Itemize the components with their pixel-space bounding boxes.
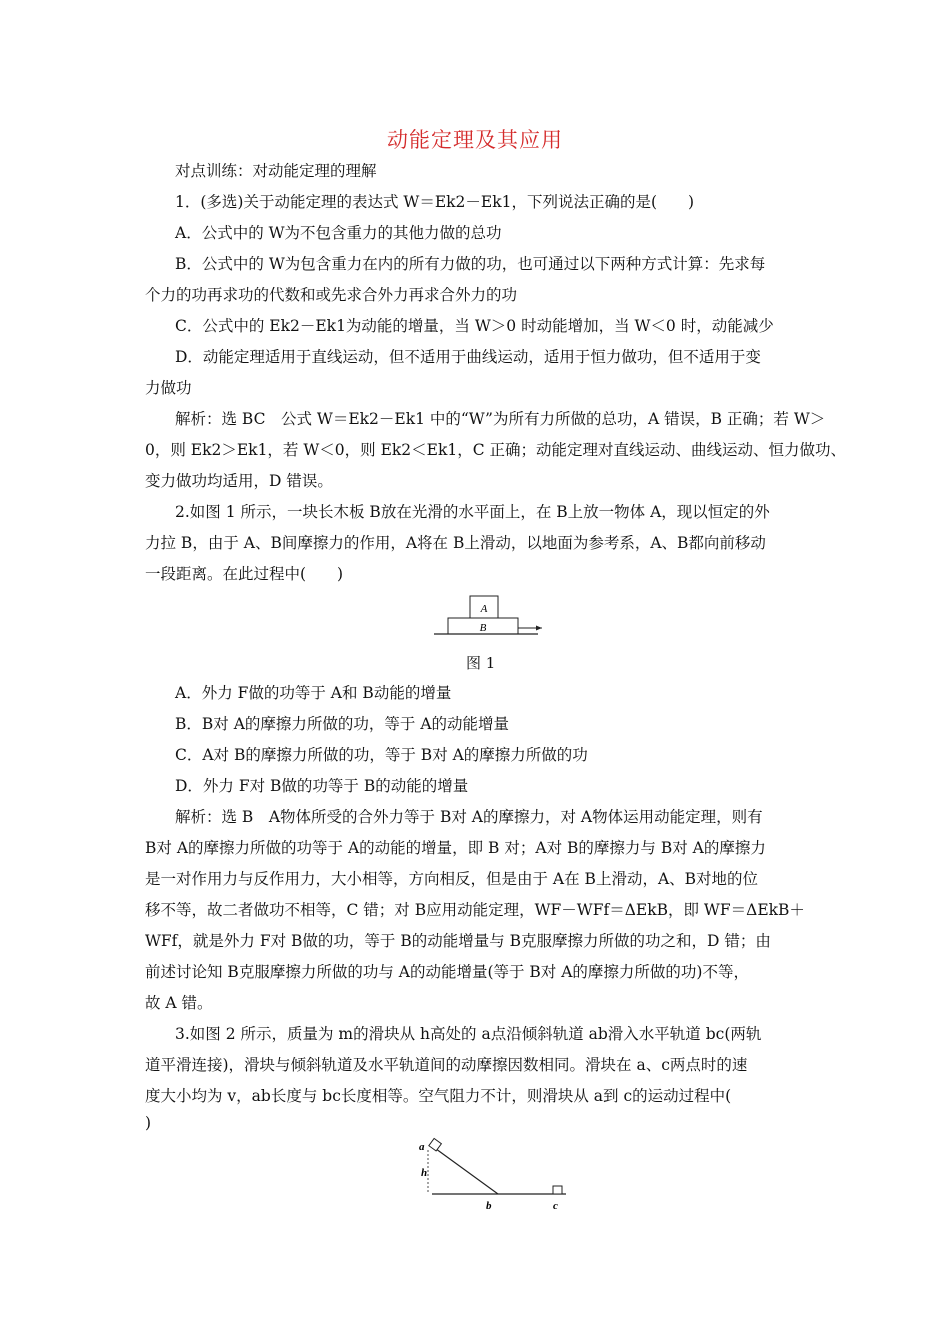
question-3-line2: 道平滑连接)，滑块与倾斜轨道及水平轨道间的动摩擦因数相同。滑块在 a、c两点时的速 — [145, 1056, 748, 1074]
label-a: a — [419, 1141, 425, 1153]
analysis-2-line2: B对 A的摩擦力所做的功等于 A的动能的增量，即 B 对；A对 B的摩擦力与 B对 A的摩擦力 — [145, 839, 766, 857]
option-1b: B．公式中的 W为包含重力在内的所有力做的功，也可通过以下两种方式计算：先求每 — [175, 255, 766, 273]
incline-track — [432, 1146, 498, 1194]
question-2-end: 一段距离。在此过程中( ) — [145, 565, 344, 583]
option-2d: D．外力 F对 B做的功等于 B的动能的增量 — [175, 777, 469, 795]
question-3-line3: 度大小均为 v，ab长度与 bc长度相等。空气阻力不计，则滑块从 a到 c的运动过程中( — [145, 1087, 732, 1105]
question-2: 2.如图 1 所示，一块长木板 B放在光滑的水平面上，在 B上放一物体 A，现以恒定的外 — [175, 503, 770, 521]
slider-block-a — [429, 1138, 442, 1151]
page-title: 动能定理及其应用 — [387, 128, 563, 152]
section-heading: 对点训练：对动能定理的理解 — [175, 162, 377, 180]
slider-block-c — [553, 1186, 562, 1194]
analysis-2-line4: 移不等，故二者做功不相等，C 错；对 B应用动能定理，WF－WFf＝ΔEkB，即 WF＝ΔEkB＋ — [145, 901, 805, 919]
analysis-2-line3: 是一对作用力与反作用力，大小相等，方向相反，但是由于 A在 B上滑动，A、B对地的位 — [145, 870, 759, 888]
option-1d-cont: 力做功 — [145, 379, 192, 397]
option-1a: A．公式中的 W为不包含重力的其他力做的总功 — [175, 224, 502, 242]
block-a-label: A — [480, 603, 488, 615]
option-1d: D．动能定理适用于直线运动，但不适用于曲线运动，适用于恒力做功，但不适用于变 — [175, 348, 761, 366]
question-2-cont: 力拉 B，由于 A、B间摩擦力的作用，A将在 B上滑动，以地面为参考系，A、B都向前移动 — [145, 534, 766, 552]
analysis-2-line5: WFf，就是外力 F对 B做的功，等于 B的动能增量与 B克服摩擦力所做的功之和，D 错；由 — [145, 932, 771, 950]
label-h: h — [421, 1167, 428, 1179]
question-1: 1．(多选)关于动能定理的表达式 W＝Ek2－Ek1，下列说法正确的是( ) — [175, 193, 695, 211]
analysis-1-cont: 0，则 Ek2＞Ek1，若 W＜0，则 Ek2＜Ek1，C 正确；动能定理对直线运动、曲线运动、恒力做功、 — [145, 441, 846, 459]
analysis-1: 解析：选 BC 公式 W＝Ek2－Ek1 中的“W”为所有力所做的总功，A 错误，B 正确；若 W＞ — [175, 410, 826, 428]
label-c: c — [553, 1200, 558, 1212]
option-2c: C．A对 B的摩擦力所做的功，等于 B对 A的摩擦力所做的功 — [175, 746, 588, 764]
option-2a: A．外力 F做的功等于 A和 B动能的增量 — [175, 684, 452, 702]
board-b-label: B — [479, 622, 487, 634]
analysis-1-end: 变力做功均适用，D 错误。 — [145, 472, 333, 490]
option-2b: B．B对 A的摩擦力所做的功，等于 A的动能增量 — [175, 715, 510, 733]
analysis-2-line6: 前述讨论知 B克服摩擦力所做的功与 A的动能增量(等于 B对 A的摩擦力所做的功)不等， — [145, 963, 749, 981]
analysis-2: 解析：选 B A物体所受的合外力等于 B对 A的摩擦力，对 A物体运用动能定理，则有 — [175, 808, 763, 826]
analysis-2-end: 故 A 错。 — [145, 994, 213, 1012]
figure-2-diagram — [410, 1136, 580, 1216]
option-1c: C．公式中的 Ek2－Ek1为动能的增量，当 W＞0 时动能增加，当 W＜0 时，动能减少 — [175, 317, 774, 335]
force-arrow-head — [536, 626, 542, 631]
figure-1-caption: 图 1 — [466, 654, 496, 672]
label-b: b — [486, 1200, 492, 1212]
figure-1-diagram — [430, 592, 550, 642]
question-3: 3.如图 2 所示，质量为 m的滑块从 h高处的 a点沿倾斜轨道 ab滑入水平轨道 bc(两轨 — [175, 1025, 762, 1043]
question-3-end: ) — [145, 1114, 152, 1132]
option-1b-cont: 个力的功再求功的代数和或先求合外力再求合外力的功 — [145, 286, 518, 304]
